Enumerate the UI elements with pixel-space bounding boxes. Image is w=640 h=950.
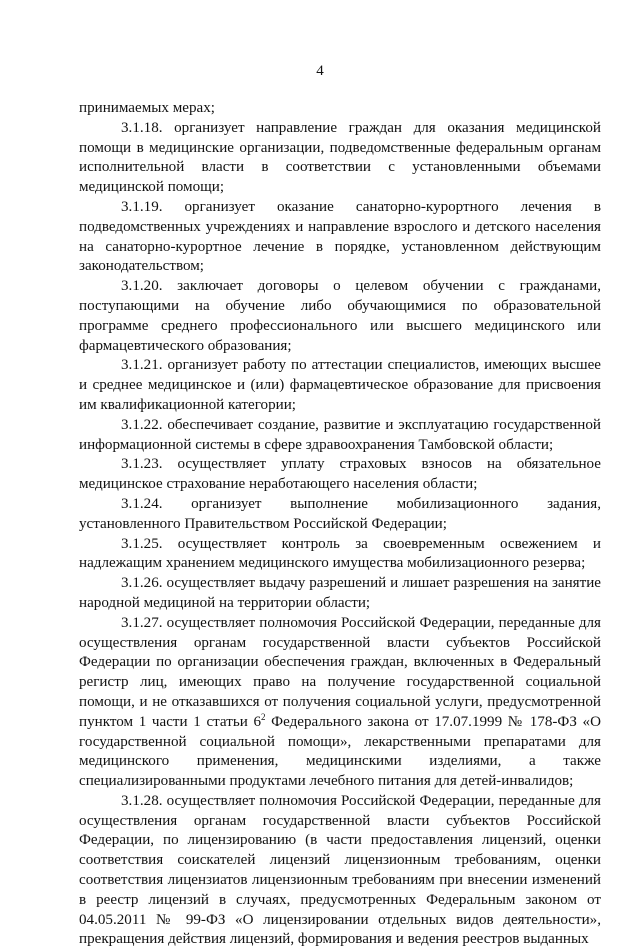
paragraph-3-1-20: 3.1.20. заключает договоры о целевом обучении с гражданами, поступающими на обучение либо обучающимися по образовательной программе среднего профессионального или высшего медицинского или фармацевтического образования; [79, 278, 601, 354]
paragraph-3-1-23: 3.1.23. осуществляет уплату страховых взносов на обязательное медицинское страхование неработающего населения области; [79, 456, 601, 493]
page-number: 4 [316, 63, 324, 79]
paragraph-3-1-27 [79, 614, 601, 792]
paragraph-continuation: принимаемых мерах; [79, 100, 215, 116]
paragraph-3-1-22: 3.1.22. обеспечивает создание, развитие и эксплуатацию государственной информационной системы в сфере здравоохранения Тамбовской области; [79, 416, 601, 453]
paragraph-3-1-27-text-start: 3.1.27. осуществляет полномочия Российской Федерации, переданные для осуществления органам государственной власти субъектов Российской Федерации по организации обеспечения граждан, включенных в Федеральный регистр лиц, имеющих право на получение государственной социальной помощи, и не отказавшихся от получения социальной услуги, предусмотренной пунктом 1 части 1 статьи 6 [79, 614, 601, 730]
paragraph-3-1-19: 3.1.19. организует оказание санаторно-курортного лечения в подведомственных учреждениях и направление взрослого и детского населения на санаторно-курортное лечение в порядке, установленном действующим законодательством; [79, 198, 601, 275]
paragraph-3-1-21: 3.1.21. организует работу по аттестации специалистов, имеющих высшее и среднее медицинское и (или) фармацевтическое образование для присвоения им квалификационной категории; [79, 357, 601, 413]
document-body [79, 99, 601, 950]
paragraph-3-1-24: 3.1.24. организует выполнение мобилизационного задания, установленного Правительством Российской Федерации; [79, 495, 601, 532]
paragraph-3-1-25: 3.1.25. осуществляет контроль за своевременным освежением и надлежащим хранением медицинского имущества мобилизационного резерва; [79, 535, 601, 572]
paragraph-3-1-26: 3.1.26. осуществляет выдачу разрешений и лишает разрешения на занятие народной медициной на территории области; [79, 575, 601, 611]
paragraph-3-1-28: 3.1.28. осуществляет полномочия Российской Федерации, переданные для осуществления органам государственной власти субъектов Российской Федерации, по лицензированию (в части предоставления лицензий, оценки соответствия соискателей лицензий лицензионным требованиям, оценки соответствия лицензиатов лицензионным требованиям при внесении изменений в реестр лицензий в случаях, предусмотренных Федеральным законом от 04.05.2011 № 99-ФЗ «О лицензировании отдельных видов деятельности», прекращения действия лицензий, формирования и ведения реестров выданных [79, 792, 601, 948]
paragraph-3-1-27-text-end: Федерального закона от 17.07.1999 № 178-ФЗ «О государственной социальной помощи», лекарственными препаратами для медицинского применения, медицинскими изделиями, а также специализированными продуктами лечебного питания для детей-инвалидов; [79, 713, 602, 790]
superscript-article-index: 2 [261, 711, 266, 722]
paragraph-3-1-18: 3.1.18. организует направление граждан для оказания медицинской помощи в медицинские организации, подведомственные федеральным органам исполнительной власти в соответствии с установленными объемами медицинской помощи; [79, 119, 601, 196]
